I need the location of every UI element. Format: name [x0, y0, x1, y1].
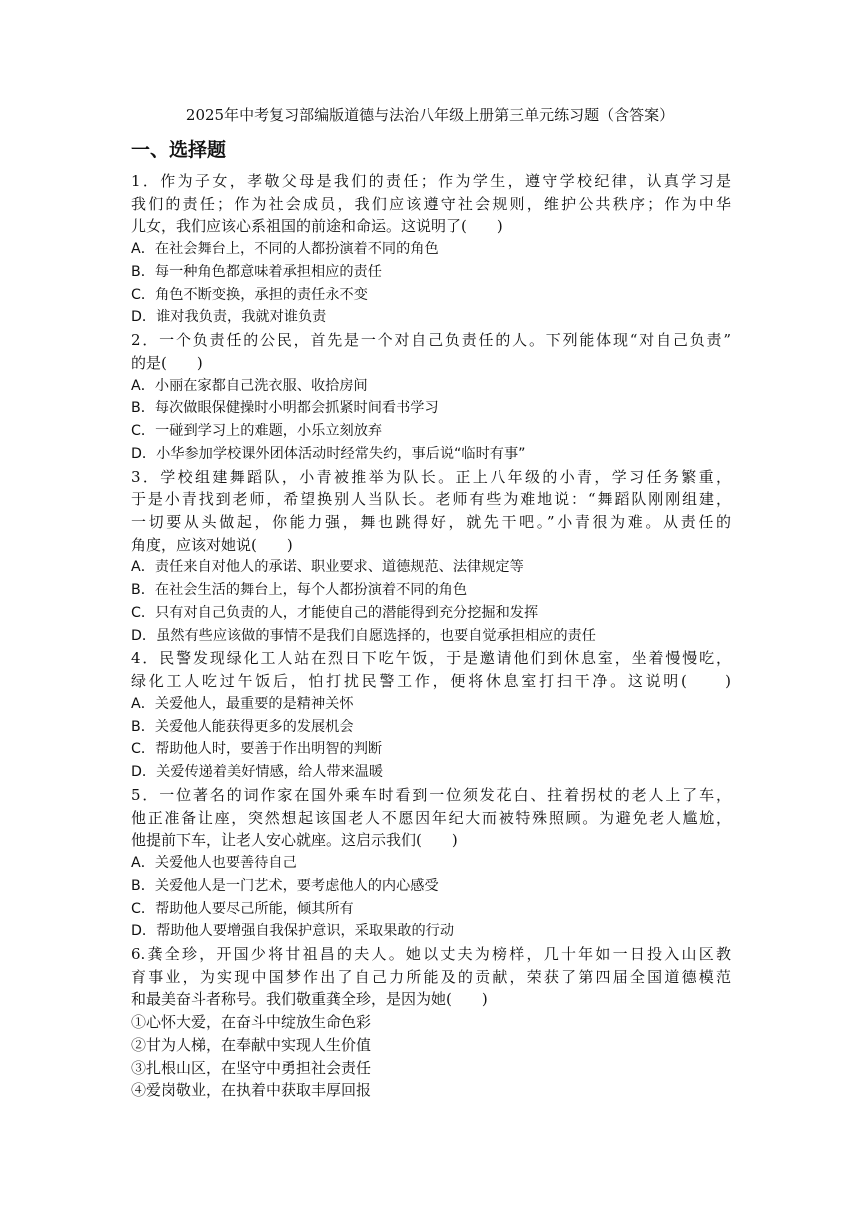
question-text-line: 的是( ): [131, 353, 203, 372]
answer-option-line: A．责任来自对他人的承诺、职业要求、道德规范、法律规定等: [131, 559, 524, 576]
question-text-line: 育事业，为实现中国梦作出了自己力所能及的贡献，荣获了第四届全国道德模范: [131, 967, 731, 986]
document-title: 2025年中考复习部编版道德与法治八年级上册第三单元练习题（含答案）: [185, 106, 675, 124]
answer-option-line: A．在社会舞台上，不同的人都扮演着不同的角色: [131, 241, 439, 258]
question-text-line: 于是小青找到老师，希望换别人当队长。老师有些为难地说：“舞蹈队刚刚组建，: [131, 490, 731, 509]
answer-option-line: B．每次做眼保健操时小明都会抓紧时间看书学习: [131, 400, 439, 417]
statement-item-line: ③扎根山区，在坚守中勇担社会责任: [131, 1058, 372, 1077]
answer-option-line: C．帮助他人时，要善于作出明智的判断: [131, 741, 383, 758]
answer-option-line: C．一碰到学习上的难题，小乐立刻放弃: [131, 423, 383, 440]
answer-option-line: D．小华参加学校课外团体活动时经常失约，事后说“临时有事”: [131, 445, 526, 462]
question-body: [131, 170, 731, 1102]
question-text-line: 儿女，我们应该心系祖国的前途和命运。这说明了( ): [131, 217, 503, 236]
question-text-line: 他提前下车，让老人安心就座。这启示我们( ): [131, 831, 458, 850]
answer-option-line: B．关爱他人能获得更多的发展机会: [131, 718, 354, 735]
answer-option-line: A．关爱他人也要善待自己: [131, 855, 297, 872]
section-heading: 一、选择题: [131, 139, 227, 161]
question-text-line: 5．一位著名的词作家在国外乘车时看到一位须发花白、拄着拐杖的老人上了车，: [131, 785, 731, 804]
statement-item-line: ④爱岗敬业，在执着中获取丰厚回报: [131, 1081, 372, 1100]
question-text-line: 4．民警发现绿化工人站在烈日下吃午饭，于是邀请他们到休息室，坐着慢慢吃，: [131, 649, 731, 668]
answer-option-line: D．谁对我负责，我就对谁负责: [131, 309, 327, 326]
question-text-line: 3．学校组建舞蹈队，小青被推举为队长。正上八年级的小青，学习任务繁重，: [131, 467, 731, 486]
answer-option-line: A．关爱他人，最重要的是精神关怀: [131, 695, 354, 712]
answer-option-line: C．只有对自己负责的人，才能使自己的潜能得到充分挖掘和发挥: [131, 604, 539, 621]
question-text-line: 6.龚全珍，开国少将甘祖昌的夫人。她以丈夫为榜样，几十年如一日投入山区教: [131, 944, 731, 963]
statement-item-line: ②甘为人梯，在奉献中实现人生价值: [131, 1035, 372, 1054]
answer-option-line: D．帮助他人要增强自我保护意识，采取果敢的行动: [131, 923, 455, 940]
question-text-line: 绿化工人吃过午饭后，怕打扰民警工作，便将休息室打扫干净。这说明( ): [131, 672, 731, 691]
question-text-line: 一切要从头做起，你能力强，舞也跳得好，就先干吧。”小青很为难。从责任的: [131, 513, 731, 532]
statement-item-line: ①心怀大爱，在奋斗中绽放生命色彩: [131, 1013, 372, 1032]
answer-option-line: D．虽然有些应该做的事情不是我们自愿选择的，也要自觉承担相应的责任: [131, 627, 596, 644]
answer-option-line: B．关爱他人是一门艺术，要考虑他人的内心感受: [131, 877, 439, 894]
answer-option-line: B．每一种角色都意味着承担相应的责任: [131, 263, 382, 280]
question-text-line: 1．作为子女，孝敬父母是我们的责任；作为学生，遵守学校纪律，认真学习是: [131, 172, 731, 190]
question-text-line: 我们的责任；作为社会成员，我们应该遵守社会规则，维护公共秩序；作为中华: [131, 194, 731, 213]
question-text-line: 角度，应该对她说( ): [131, 535, 293, 554]
question-text-line: 2．一个负责任的公民，首先是一个对自己负责任的人。下列能体现“对自己负责”: [131, 331, 731, 350]
question-text-line: 和最美奋斗者称号。我们敬重龚全珍，是因为她( ): [131, 990, 488, 1009]
answer-option-line: C．帮助他人要尽己所能，倾其所有: [131, 900, 354, 917]
answer-option-line: A．小丽在家都自己洗衣服、收拾房间: [131, 377, 368, 394]
answer-option-line: C．角色不断变换，承担的责任永不变: [131, 286, 368, 303]
answer-option-line: B．在社会生活的舞台上，每个人都扮演着不同的角色: [131, 582, 468, 599]
question-text-line: 他正准备让座，突然想起该国老人不愿因年纪大而被特殊照顾。为避免老人尴尬，: [131, 808, 731, 827]
answer-option-line: D．关爱传递着美好情感，给人带来温暖: [131, 764, 384, 781]
